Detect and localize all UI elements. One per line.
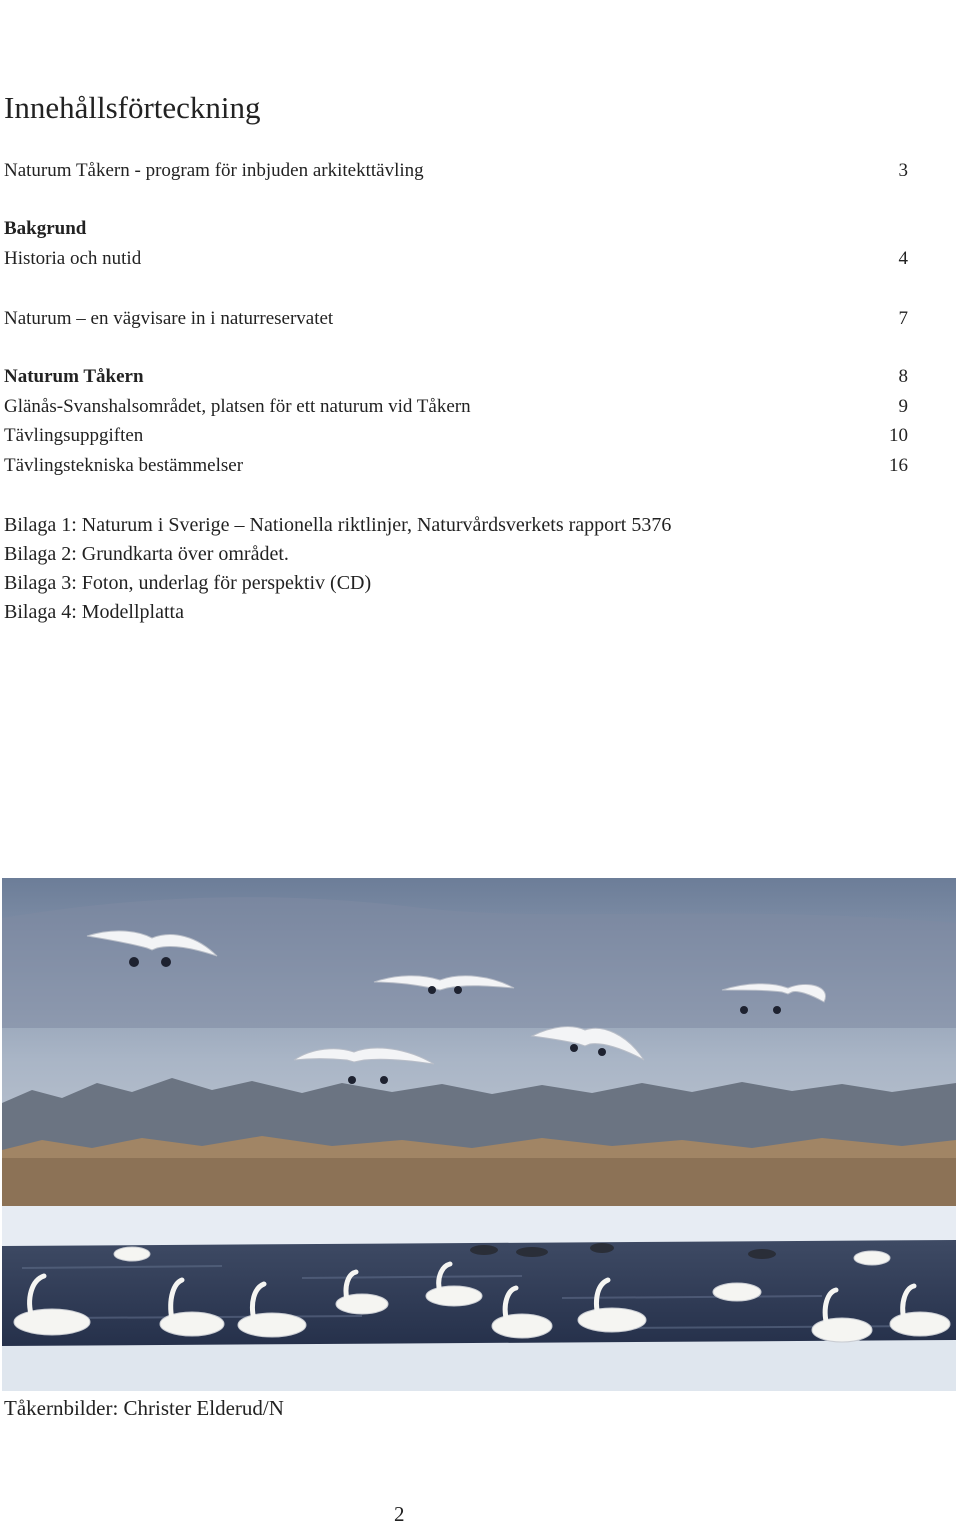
toc-entry-label: Glänås-Svanshalsområdet, platsen för ett naturum vid Tåkern xyxy=(4,396,471,417)
appendix-item-2: Bilaga 2: Grundkarta över området. xyxy=(4,543,289,565)
page-number: 2 xyxy=(394,1502,405,1526)
toc-entry-label: Naturum – en vägvisare in i naturreservatet xyxy=(4,308,334,329)
toc-entry-label: Naturum Tåkern xyxy=(4,366,144,387)
photo-credit: Tåkernbilder: Christer Elderud/N xyxy=(4,1396,284,1420)
page-title: Innehållsförteckning xyxy=(4,90,261,125)
toc-entry-label: Historia och nutid xyxy=(4,248,142,269)
toc-entry-historia[interactable] xyxy=(4,246,908,272)
section-heading-label: Bakgrund xyxy=(4,218,87,239)
toc-page-number: 7 xyxy=(898,308,908,329)
appendix-item-1: Bilaga 1: Naturum i Sverige – Nationella riktlinjer, Naturvårdsverkets rapport 5376 xyxy=(4,514,672,536)
toc-page-number: 10 xyxy=(889,425,908,446)
toc-page-number: 9 xyxy=(898,396,908,417)
appendix-item-3: Bilaga 3: Foton, underlag för perspektiv (CD) xyxy=(4,572,372,594)
toc-page-number: 8 xyxy=(898,366,908,387)
toc-entry-intro[interactable] xyxy=(4,158,908,184)
toc-entry-vagvisare[interactable] xyxy=(4,306,908,332)
toc-entry-label: Tävlingsuppgiften xyxy=(4,425,144,446)
toc-page-number: 4 xyxy=(898,248,908,269)
toc-page-number: 3 xyxy=(898,160,908,181)
toc-entry-bestammelser[interactable] xyxy=(4,453,908,479)
toc-entry-naturum-takern[interactable] xyxy=(4,364,908,390)
toc-entry-label: Naturum Tåkern - program för inbjuden arkitekttävling xyxy=(4,160,424,181)
toc-entry-label: Tävlingstekniska bestämmelser xyxy=(4,455,244,476)
toc-section-heading-bakgrund xyxy=(4,216,908,242)
toc-page-number: 16 xyxy=(889,455,908,476)
appendix-item-4: Bilaga 4: Modellplatta xyxy=(4,601,184,623)
toc-entry-glanas[interactable] xyxy=(4,394,908,420)
toc-entry-tavlingsuppgiften[interactable] xyxy=(4,423,908,449)
swans-photo xyxy=(2,878,956,1391)
